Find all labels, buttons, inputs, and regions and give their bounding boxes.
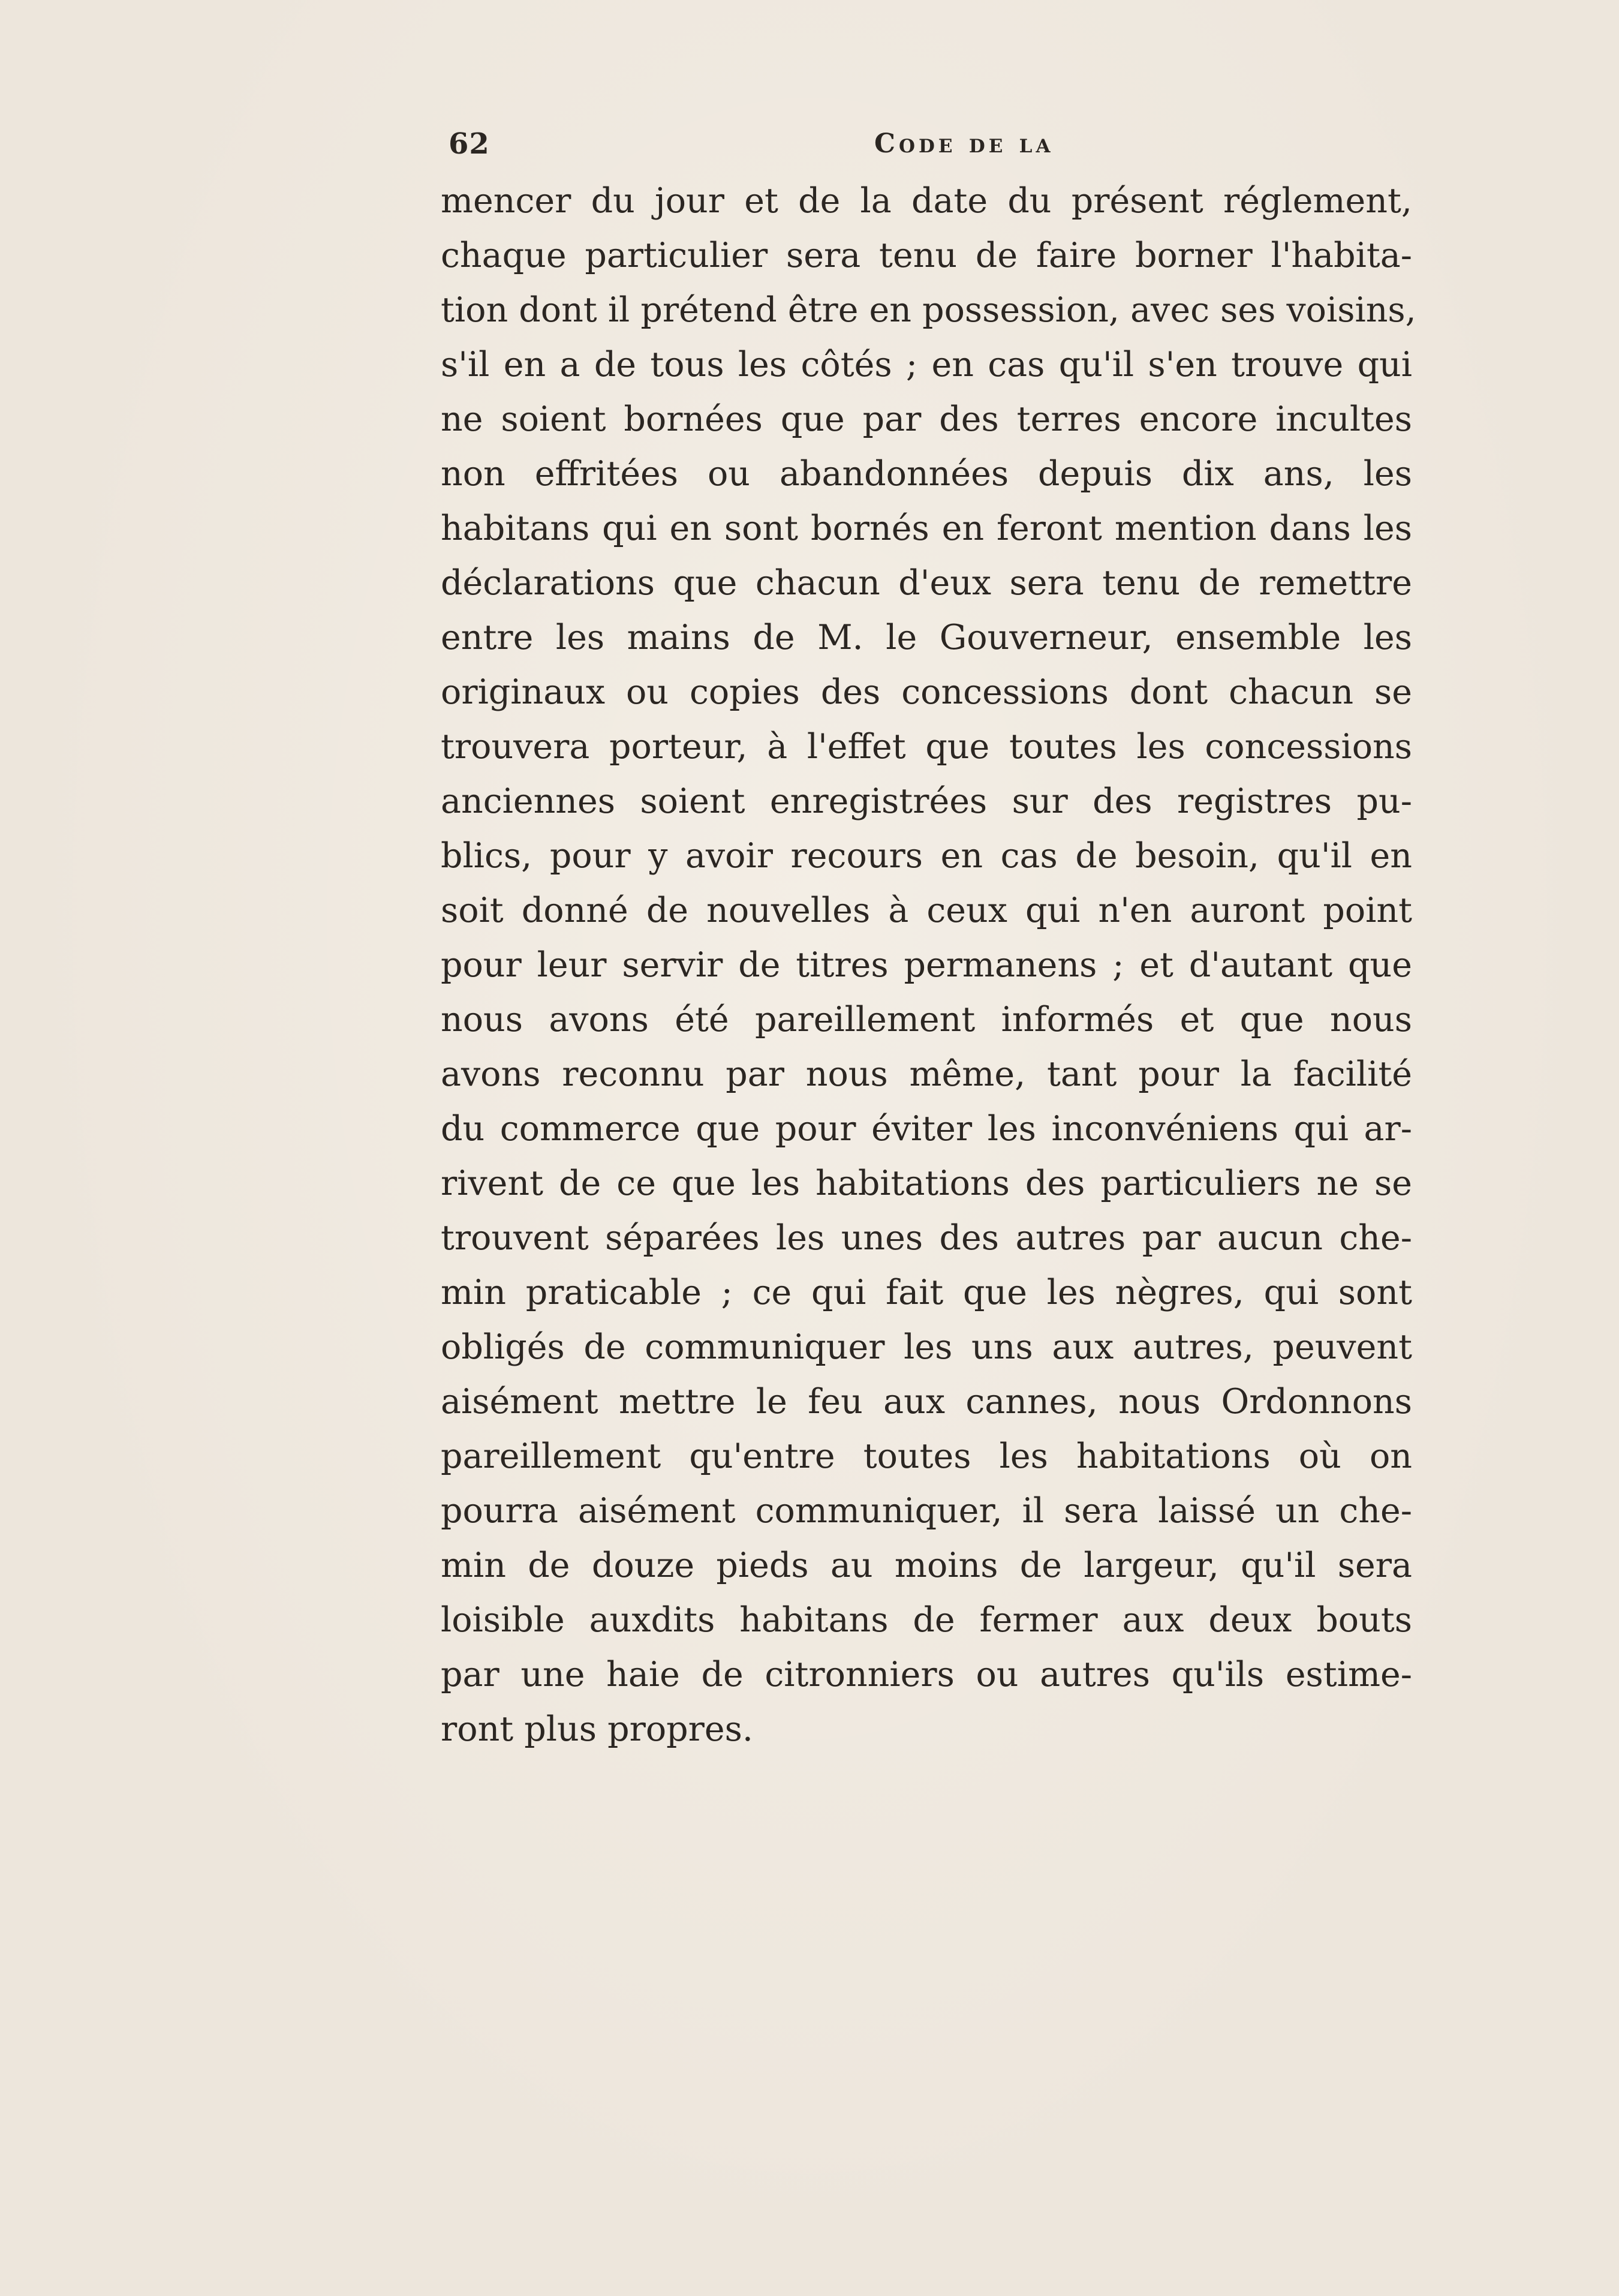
text-line: anciennes soient enregistrées sur des registres pu- — [441, 782, 1412, 821]
text-line: chaque particulier sera tenu de faire borner l'habita- — [441, 236, 1412, 275]
page-header — [449, 127, 1420, 163]
text-line: trouvent séparées les unes des autres par aucun che- — [441, 1218, 1412, 1258]
text-line: pour leur servir de titres permanens ; et d'autant que — [441, 945, 1412, 985]
text-line: ne soient bornées que par des terres encore incultes — [441, 399, 1412, 439]
text-line: mencer du jour et de la date du présent réglement, — [441, 181, 1412, 221]
text-line: s'il en a de tous les côtés ; en cas qu'il s'en trouve qui — [441, 345, 1412, 384]
text-line: trouvera porteur, à l'effet que toutes les concessions — [441, 727, 1412, 767]
text-line: obligés de communiquer les uns aux autres, peuvent — [441, 1327, 1412, 1367]
text-line: ront plus propres. — [441, 1709, 753, 1749]
text-line: tion dont il prétend être en possession, avec ses voisins, — [441, 290, 1416, 330]
text-line: habitans qui en sont bornés en feront mention dans les — [441, 509, 1412, 548]
text-line: soit donné de nouvelles à ceux qui n'en auront point — [441, 891, 1412, 930]
text-line: par une haie de citronniers ou autres qu'ils estime- — [441, 1655, 1412, 1694]
text-line: blics, pour y avoir recours en cas de besoin, qu'il en — [441, 836, 1412, 876]
text-line: nous avons été pareillement informés et que nous — [441, 1000, 1412, 1039]
text-line: min praticable ; ce qui fait que les nègres, qui sont — [441, 1273, 1412, 1312]
text-line: non effritées ou abandonnées depuis dix ans, les — [441, 454, 1412, 494]
text-line: originaux ou copies des concessions dont chacun se — [441, 672, 1412, 712]
text-line: avons reconnu par nous même, tant pour la facilité — [441, 1054, 1412, 1094]
text-line: pareillement qu'entre toutes les habitations où on — [441, 1436, 1412, 1476]
text-line: rivent de ce que les habitations des particuliers ne se — [441, 1164, 1412, 1203]
text-line: min de douze pieds au moins de largeur, qu'il sera — [441, 1546, 1412, 1585]
text-line: du commerce que pour éviter les inconvéniens qui ar- — [441, 1109, 1412, 1149]
running-head: Code de la — [874, 128, 1054, 159]
page-number: 62 — [449, 127, 490, 161]
text-line: pourra aisément communiquer, il sera laissé un che- — [441, 1491, 1412, 1531]
text-line: entre les mains de M. le Gouverneur, ensemble les — [441, 618, 1412, 657]
text-line: aisément mettre le feu aux cannes, nous Ordonnons — [441, 1382, 1412, 1422]
text-line: loisible auxdits habitans de fermer aux deux bouts — [441, 1600, 1412, 1640]
text-line: déclarations que chacun d'eux sera tenu de remettre — [441, 563, 1412, 603]
body-text — [441, 174, 1416, 1757]
